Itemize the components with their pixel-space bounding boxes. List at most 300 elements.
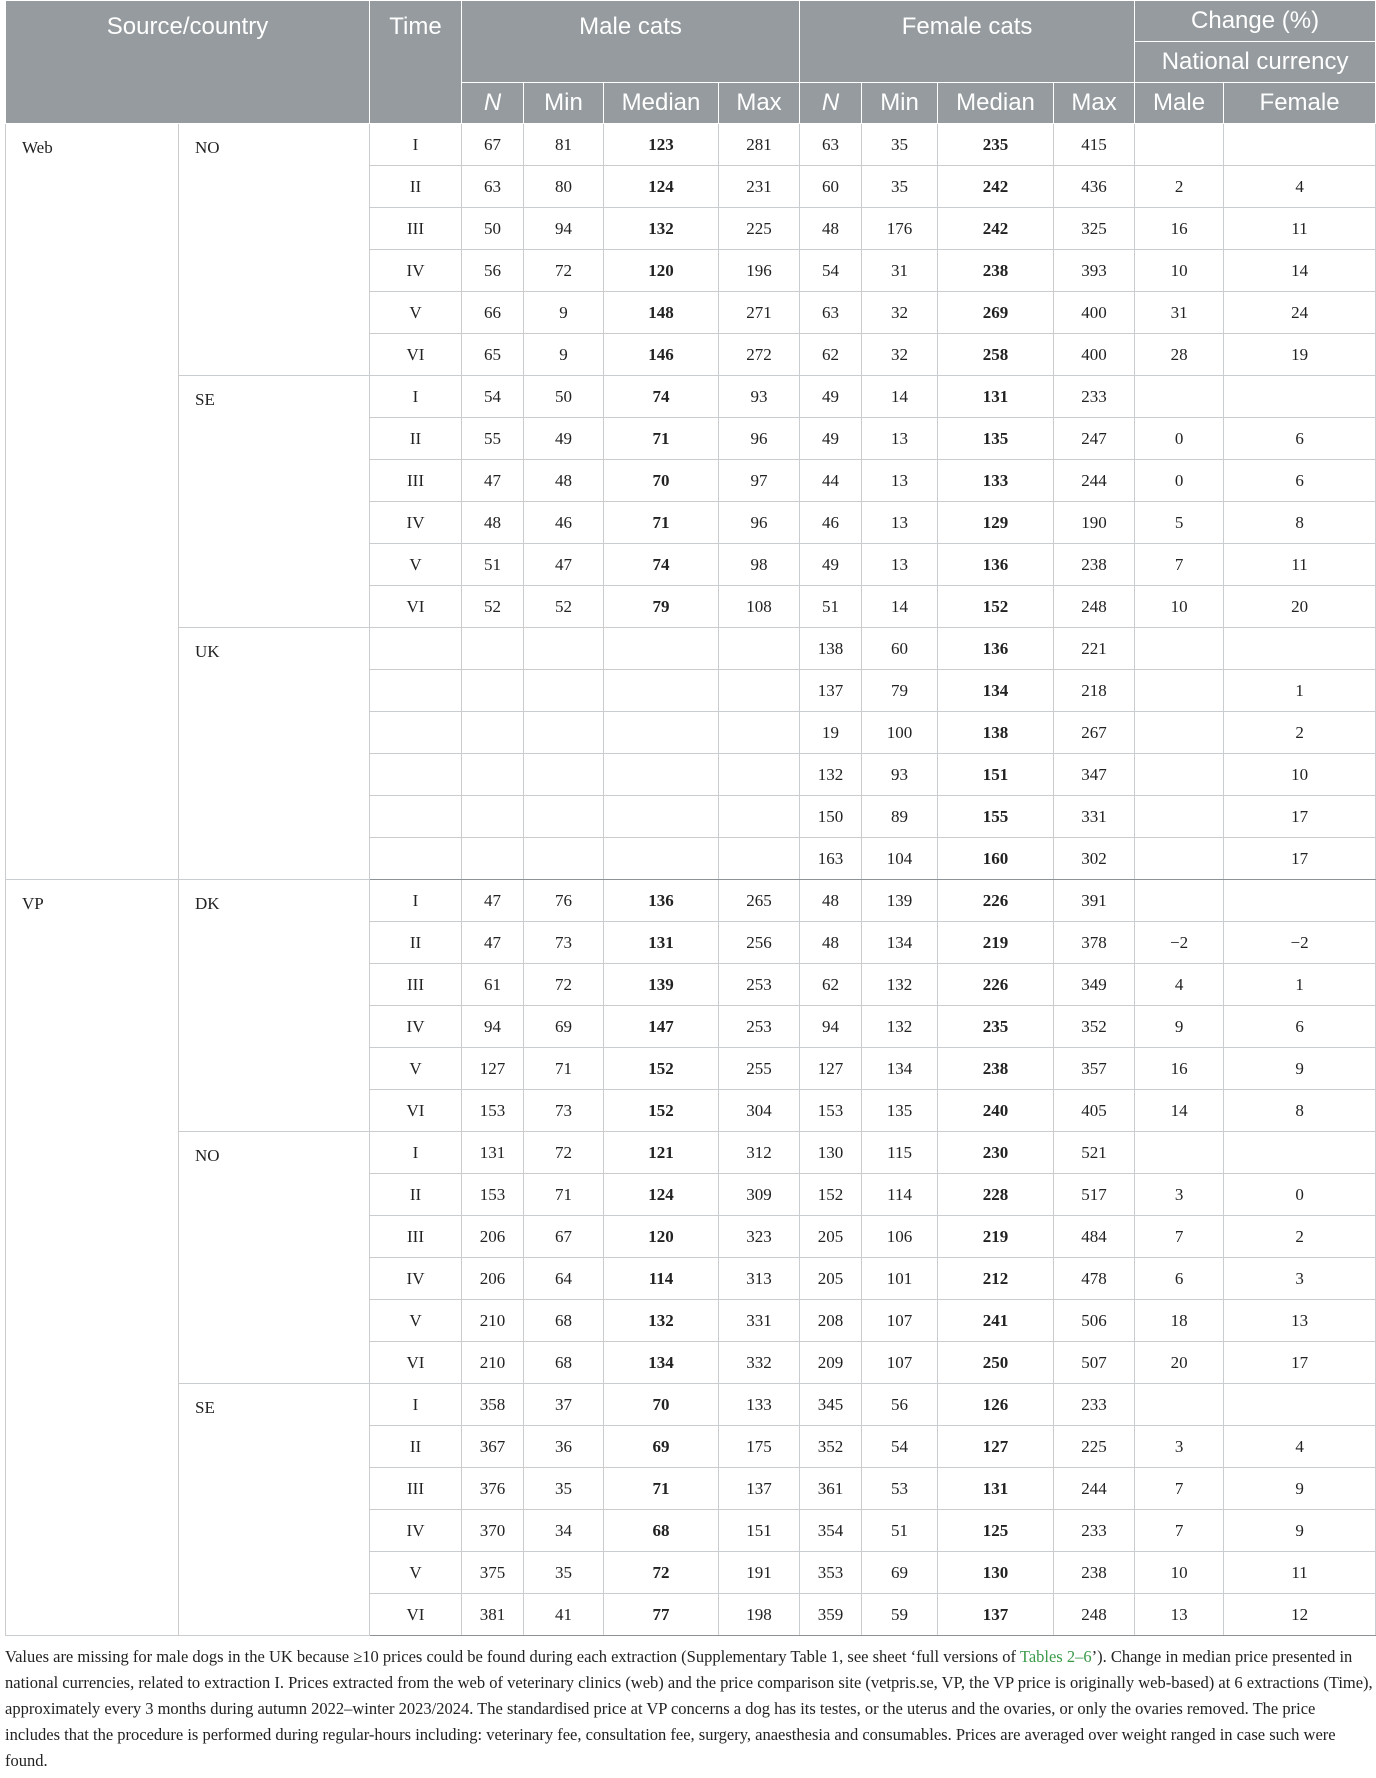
time-cell: III [370, 1216, 462, 1258]
female-n-cell: 137 [800, 670, 862, 712]
change-female-cell: 20 [1224, 586, 1376, 628]
time-cell: II [370, 922, 462, 964]
change-male-cell: 3 [1135, 1426, 1224, 1468]
female-max-cell: 225 [1054, 1426, 1135, 1468]
female-median-cell: 138 [938, 712, 1054, 754]
male-max-cell: 256 [719, 922, 800, 964]
change-female-cell: 6 [1224, 418, 1376, 460]
change-male-cell: 6 [1135, 1258, 1224, 1300]
male-min-cell: 73 [524, 922, 604, 964]
change-female-cell: 3 [1224, 1258, 1376, 1300]
female-max-cell: 391 [1054, 880, 1135, 922]
male-n-cell: 48 [462, 502, 524, 544]
female-median-cell: 219 [938, 922, 1054, 964]
change-female-cell: −2 [1224, 922, 1376, 964]
table-footnote [5, 1644, 1373, 1774]
male-n-cell: 375 [462, 1552, 524, 1594]
change-female-cell: 14 [1224, 250, 1376, 292]
female-median-cell: 238 [938, 1048, 1054, 1090]
male-median-cell: 71 [604, 418, 719, 460]
female-min-cell: 135 [862, 1090, 938, 1132]
male-median-cell: 120 [604, 1216, 719, 1258]
male-median-cell: 70 [604, 460, 719, 502]
time-cell: I [370, 880, 462, 922]
male-n-cell: 153 [462, 1174, 524, 1216]
male-median-cell [604, 838, 719, 880]
male-median-cell: 139 [604, 964, 719, 1006]
female-max-cell: 238 [1054, 1552, 1135, 1594]
male-max-cell: 96 [719, 418, 800, 460]
male-n-cell [462, 670, 524, 712]
female-median-cell: 125 [938, 1510, 1054, 1552]
header-change-female: Female [1224, 83, 1376, 124]
time-cell: V [370, 1552, 462, 1594]
male-min-cell [524, 754, 604, 796]
male-min-cell: 69 [524, 1006, 604, 1048]
male-median-cell [604, 796, 719, 838]
male-n-cell: 47 [462, 460, 524, 502]
female-median-cell: 137 [938, 1594, 1054, 1636]
male-max-cell [719, 712, 800, 754]
male-max-cell: 281 [719, 124, 800, 166]
source-cell: VP [6, 880, 179, 1636]
female-median-cell: 228 [938, 1174, 1054, 1216]
female-min-cell: 114 [862, 1174, 938, 1216]
male-max-cell: 175 [719, 1426, 800, 1468]
male-n-cell: 66 [462, 292, 524, 334]
female-n-cell: 352 [800, 1426, 862, 1468]
time-cell: VI [370, 1342, 462, 1384]
female-n-cell: 62 [800, 334, 862, 376]
male-median-cell: 120 [604, 250, 719, 292]
male-n-cell: 47 [462, 880, 524, 922]
female-max-cell: 393 [1054, 250, 1135, 292]
female-max-cell: 302 [1054, 838, 1135, 880]
female-median-cell: 135 [938, 418, 1054, 460]
male-max-cell [719, 628, 800, 670]
male-n-cell: 47 [462, 922, 524, 964]
time-cell [370, 628, 462, 670]
change-female-cell: 13 [1224, 1300, 1376, 1342]
female-max-cell: 218 [1054, 670, 1135, 712]
change-male-cell: 13 [1135, 1594, 1224, 1636]
time-cell: III [370, 1468, 462, 1510]
female-median-cell: 131 [938, 376, 1054, 418]
female-min-cell: 134 [862, 922, 938, 964]
male-max-cell: 265 [719, 880, 800, 922]
male-n-cell: 54 [462, 376, 524, 418]
female-max-cell: 415 [1054, 124, 1135, 166]
female-min-cell: 13 [862, 460, 938, 502]
change-female-cell: 6 [1224, 460, 1376, 502]
time-cell: III [370, 208, 462, 250]
change-male-cell: 0 [1135, 460, 1224, 502]
header-female-median: Median [938, 83, 1054, 124]
header-time: Time [370, 1, 462, 124]
female-min-cell: 132 [862, 964, 938, 1006]
male-max-cell: 331 [719, 1300, 800, 1342]
male-median-cell: 136 [604, 880, 719, 922]
male-max-cell: 231 [719, 166, 800, 208]
change-male-cell: 10 [1135, 1552, 1224, 1594]
change-male-cell: 7 [1135, 1468, 1224, 1510]
male-min-cell: 80 [524, 166, 604, 208]
header-male-min: Min [524, 83, 604, 124]
change-male-cell [1135, 376, 1224, 418]
female-n-cell: 152 [800, 1174, 862, 1216]
price-table [5, 0, 1376, 1636]
male-min-cell: 94 [524, 208, 604, 250]
male-max-cell: 271 [719, 292, 800, 334]
male-max-cell: 196 [719, 250, 800, 292]
male-min-cell: 35 [524, 1552, 604, 1594]
male-median-cell: 68 [604, 1510, 719, 1552]
male-min-cell: 73 [524, 1090, 604, 1132]
female-median-cell: 126 [938, 1384, 1054, 1426]
female-n-cell: 345 [800, 1384, 862, 1426]
change-male-cell [1135, 1132, 1224, 1174]
male-min-cell: 47 [524, 544, 604, 586]
male-median-cell: 77 [604, 1594, 719, 1636]
female-n-cell: 49 [800, 376, 862, 418]
change-male-cell: 20 [1135, 1342, 1224, 1384]
change-female-cell [1224, 1384, 1376, 1426]
change-male-cell: 7 [1135, 1510, 1224, 1552]
male-max-cell: 313 [719, 1258, 800, 1300]
male-median-cell: 132 [604, 208, 719, 250]
male-median-cell [604, 712, 719, 754]
header-male-n: N [462, 83, 524, 124]
male-min-cell: 34 [524, 1510, 604, 1552]
male-median-cell: 74 [604, 376, 719, 418]
change-male-cell: 7 [1135, 1216, 1224, 1258]
female-median-cell: 155 [938, 796, 1054, 838]
male-min-cell: 35 [524, 1468, 604, 1510]
female-n-cell: 63 [800, 292, 862, 334]
female-median-cell: 240 [938, 1090, 1054, 1132]
female-min-cell: 134 [862, 1048, 938, 1090]
change-male-cell: 5 [1135, 502, 1224, 544]
male-n-cell: 94 [462, 1006, 524, 1048]
male-min-cell: 9 [524, 292, 604, 334]
male-min-cell [524, 712, 604, 754]
change-female-cell: 8 [1224, 502, 1376, 544]
male-max-cell: 225 [719, 208, 800, 250]
header-source-country: Source/country [6, 1, 370, 124]
female-min-cell: 107 [862, 1342, 938, 1384]
female-min-cell: 176 [862, 208, 938, 250]
change-male-cell: 16 [1135, 208, 1224, 250]
change-male-cell: 7 [1135, 544, 1224, 586]
time-cell [370, 712, 462, 754]
male-max-cell: 253 [719, 964, 800, 1006]
male-max-cell: 108 [719, 586, 800, 628]
male-n-cell: 376 [462, 1468, 524, 1510]
female-median-cell: 151 [938, 754, 1054, 796]
male-n-cell: 367 [462, 1426, 524, 1468]
female-median-cell: 241 [938, 1300, 1054, 1342]
time-cell: II [370, 1426, 462, 1468]
female-min-cell: 139 [862, 880, 938, 922]
male-median-cell [604, 670, 719, 712]
change-male-cell [1135, 124, 1224, 166]
female-n-cell: 62 [800, 964, 862, 1006]
male-n-cell: 131 [462, 1132, 524, 1174]
time-cell: V [370, 544, 462, 586]
change-male-cell [1135, 712, 1224, 754]
time-cell: V [370, 292, 462, 334]
male-min-cell: 37 [524, 1384, 604, 1426]
male-min-cell: 41 [524, 1594, 604, 1636]
country-cell: SE [179, 1384, 370, 1636]
time-cell: V [370, 1300, 462, 1342]
female-median-cell: 226 [938, 880, 1054, 922]
male-n-cell [462, 754, 524, 796]
table-row [6, 1132, 1376, 1174]
change-female-cell: 6 [1224, 1006, 1376, 1048]
female-max-cell: 267 [1054, 712, 1135, 754]
table-container [5, 0, 1375, 1774]
male-median-cell: 74 [604, 544, 719, 586]
female-median-cell: 212 [938, 1258, 1054, 1300]
female-n-cell: 130 [800, 1132, 862, 1174]
header-change: Change (%) [1135, 1, 1376, 42]
change-male-cell [1135, 880, 1224, 922]
change-male-cell: 28 [1135, 334, 1224, 376]
change-male-cell: 0 [1135, 418, 1224, 460]
male-median-cell: 123 [604, 124, 719, 166]
female-min-cell: 60 [862, 628, 938, 670]
female-min-cell: 106 [862, 1216, 938, 1258]
change-female-cell: 17 [1224, 796, 1376, 838]
change-female-cell: 11 [1224, 544, 1376, 586]
male-min-cell: 67 [524, 1216, 604, 1258]
male-n-cell: 210 [462, 1342, 524, 1384]
time-cell: II [370, 1174, 462, 1216]
header-national-currency: National currency [1135, 42, 1376, 83]
female-max-cell: 233 [1054, 376, 1135, 418]
change-female-cell: 17 [1224, 838, 1376, 880]
female-n-cell: 94 [800, 1006, 862, 1048]
male-max-cell: 323 [719, 1216, 800, 1258]
male-median-cell: 124 [604, 166, 719, 208]
female-median-cell: 219 [938, 1216, 1054, 1258]
time-cell: IV [370, 502, 462, 544]
time-cell: VI [370, 586, 462, 628]
female-max-cell: 233 [1054, 1510, 1135, 1552]
male-max-cell: 332 [719, 1342, 800, 1384]
male-median-cell: 152 [604, 1090, 719, 1132]
male-min-cell: 36 [524, 1426, 604, 1468]
male-n-cell: 206 [462, 1216, 524, 1258]
female-n-cell: 205 [800, 1258, 862, 1300]
female-min-cell: 35 [862, 124, 938, 166]
female-median-cell: 269 [938, 292, 1054, 334]
male-median-cell [604, 628, 719, 670]
change-female-cell [1224, 628, 1376, 670]
female-min-cell: 51 [862, 1510, 938, 1552]
male-median-cell: 71 [604, 502, 719, 544]
female-median-cell: 230 [938, 1132, 1054, 1174]
country-cell: NO [179, 124, 370, 376]
female-n-cell: 48 [800, 208, 862, 250]
male-n-cell: 358 [462, 1384, 524, 1426]
female-n-cell: 19 [800, 712, 862, 754]
male-max-cell: 312 [719, 1132, 800, 1174]
female-min-cell: 14 [862, 586, 938, 628]
female-n-cell: 49 [800, 544, 862, 586]
female-min-cell: 32 [862, 292, 938, 334]
male-min-cell: 9 [524, 334, 604, 376]
header-female-max: Max [1054, 83, 1135, 124]
female-min-cell: 89 [862, 796, 938, 838]
change-female-cell [1224, 1132, 1376, 1174]
change-female-cell [1224, 880, 1376, 922]
female-median-cell: 152 [938, 586, 1054, 628]
country-cell: DK [179, 880, 370, 1132]
change-male-cell: 10 [1135, 250, 1224, 292]
male-n-cell: 153 [462, 1090, 524, 1132]
female-min-cell: 132 [862, 1006, 938, 1048]
table-body [6, 124, 1376, 1636]
change-male-cell: −2 [1135, 922, 1224, 964]
male-n-cell [462, 838, 524, 880]
male-max-cell: 137 [719, 1468, 800, 1510]
male-min-cell: 68 [524, 1300, 604, 1342]
female-min-cell: 31 [862, 250, 938, 292]
time-cell [370, 796, 462, 838]
male-median-cell: 70 [604, 1384, 719, 1426]
female-max-cell: 506 [1054, 1300, 1135, 1342]
female-n-cell: 49 [800, 418, 862, 460]
female-n-cell: 132 [800, 754, 862, 796]
female-max-cell: 352 [1054, 1006, 1135, 1048]
footnote-tables-link[interactable]: Tables 2–6 [1019, 1647, 1092, 1666]
change-male-cell [1135, 670, 1224, 712]
change-female-cell: 1 [1224, 670, 1376, 712]
change-female-cell: 4 [1224, 1426, 1376, 1468]
male-n-cell: 65 [462, 334, 524, 376]
female-min-cell: 13 [862, 544, 938, 586]
table-row [6, 628, 1376, 670]
male-median-cell: 132 [604, 1300, 719, 1342]
male-median-cell [604, 754, 719, 796]
country-cell: NO [179, 1132, 370, 1384]
male-n-cell: 63 [462, 166, 524, 208]
female-min-cell: 104 [862, 838, 938, 880]
male-min-cell: 72 [524, 1132, 604, 1174]
male-min-cell [524, 838, 604, 880]
change-female-cell: 9 [1224, 1048, 1376, 1090]
female-max-cell: 357 [1054, 1048, 1135, 1090]
female-n-cell: 150 [800, 796, 862, 838]
female-median-cell: 136 [938, 628, 1054, 670]
female-n-cell: 361 [800, 1468, 862, 1510]
female-median-cell: 127 [938, 1426, 1054, 1468]
change-female-cell: 12 [1224, 1594, 1376, 1636]
change-male-cell: 16 [1135, 1048, 1224, 1090]
male-median-cell: 72 [604, 1552, 719, 1594]
header-male-median: Median [604, 83, 719, 124]
male-max-cell: 304 [719, 1090, 800, 1132]
change-female-cell [1224, 124, 1376, 166]
female-min-cell: 13 [862, 502, 938, 544]
female-max-cell: 484 [1054, 1216, 1135, 1258]
female-max-cell: 436 [1054, 166, 1135, 208]
male-max-cell: 255 [719, 1048, 800, 1090]
male-median-cell: 124 [604, 1174, 719, 1216]
time-cell: IV [370, 250, 462, 292]
table-row [6, 124, 1376, 166]
female-min-cell: 107 [862, 1300, 938, 1342]
female-max-cell: 325 [1054, 208, 1135, 250]
female-min-cell: 32 [862, 334, 938, 376]
time-cell [370, 838, 462, 880]
female-max-cell: 347 [1054, 754, 1135, 796]
change-male-cell: 14 [1135, 1090, 1224, 1132]
female-max-cell: 478 [1054, 1258, 1135, 1300]
time-cell: I [370, 1384, 462, 1426]
male-n-cell: 210 [462, 1300, 524, 1342]
female-median-cell: 235 [938, 124, 1054, 166]
female-n-cell: 63 [800, 124, 862, 166]
female-median-cell: 226 [938, 964, 1054, 1006]
female-median-cell: 129 [938, 502, 1054, 544]
female-n-cell: 208 [800, 1300, 862, 1342]
female-min-cell: 53 [862, 1468, 938, 1510]
time-cell: VI [370, 1090, 462, 1132]
change-female-cell: 0 [1224, 1174, 1376, 1216]
female-median-cell: 258 [938, 334, 1054, 376]
change-female-cell: 10 [1224, 754, 1376, 796]
female-min-cell: 14 [862, 376, 938, 418]
footnote-text-2: ’). Change in median price presented in national currencies, related to extraction I. Prices extracted from the web of veterinary clinics (web) and the price comparison site (vetpris.se, VP, the VP price is originally web-based) at 6 extractions (Time), approximately every 3 months during autumn 2022–winter 2023/2024. The standardised price at VP concerns a dog has its testes, or the uterus and the ovaries, or only the ovaries removed. The price includes that the procedure is performed during regular-hours including: veterinary fee, consultation fee, surgery, anaesthesia and consumables. Prices are averaged over weight ranged in case such were found. [5, 1647, 1373, 1770]
female-n-cell: 153 [800, 1090, 862, 1132]
male-median-cell: 134 [604, 1342, 719, 1384]
male-median-cell: 71 [604, 1468, 719, 1510]
male-min-cell: 72 [524, 250, 604, 292]
male-max-cell: 198 [719, 1594, 800, 1636]
male-max-cell: 309 [719, 1174, 800, 1216]
header-female-min: Min [862, 83, 938, 124]
male-max-cell: 272 [719, 334, 800, 376]
change-male-cell: 10 [1135, 586, 1224, 628]
male-min-cell: 46 [524, 502, 604, 544]
female-max-cell: 521 [1054, 1132, 1135, 1174]
female-min-cell: 100 [862, 712, 938, 754]
female-min-cell: 56 [862, 1384, 938, 1426]
source-cell: Web [6, 124, 179, 880]
male-min-cell: 52 [524, 586, 604, 628]
male-min-cell: 49 [524, 418, 604, 460]
male-median-cell: 147 [604, 1006, 719, 1048]
time-cell: VI [370, 334, 462, 376]
male-n-cell: 61 [462, 964, 524, 1006]
change-female-cell [1224, 376, 1376, 418]
male-max-cell [719, 796, 800, 838]
male-min-cell [524, 796, 604, 838]
female-n-cell: 138 [800, 628, 862, 670]
female-n-cell: 209 [800, 1342, 862, 1384]
female-median-cell: 133 [938, 460, 1054, 502]
change-female-cell: 8 [1224, 1090, 1376, 1132]
time-cell [370, 670, 462, 712]
female-n-cell: 205 [800, 1216, 862, 1258]
female-min-cell: 101 [862, 1258, 938, 1300]
female-max-cell: 238 [1054, 544, 1135, 586]
female-n-cell: 163 [800, 838, 862, 880]
female-n-cell: 354 [800, 1510, 862, 1552]
